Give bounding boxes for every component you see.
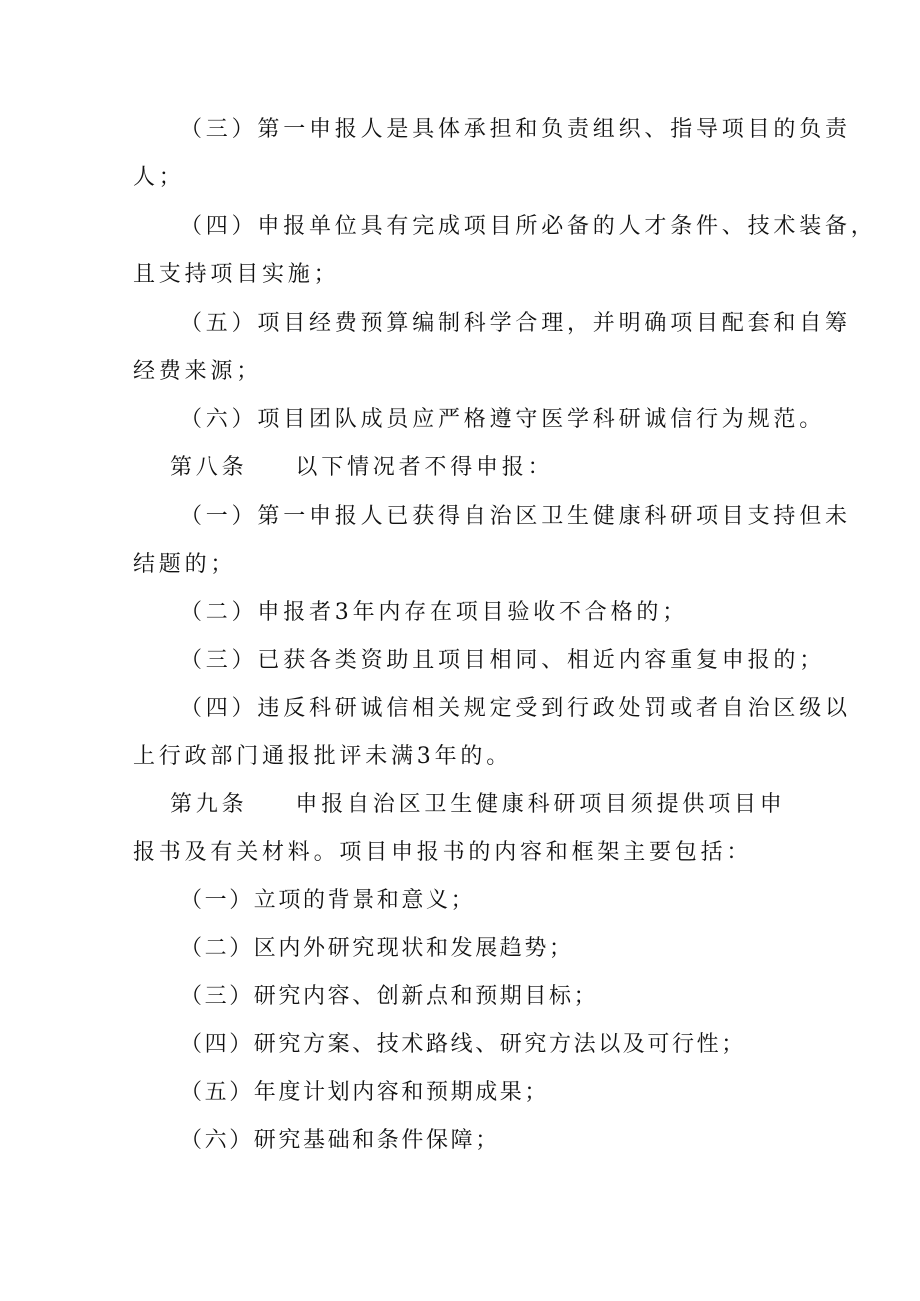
list-item: （三）研究内容、创新点和预期目标； xyxy=(180,984,599,1009)
article-text: 以下情况者不得申报： xyxy=(295,455,554,480)
paragraph-line: 人； xyxy=(133,165,185,190)
list-item: （五）年度计划内容和预期成果； xyxy=(180,1080,550,1105)
paragraph-line: 且支持项目实施； xyxy=(133,262,340,287)
paragraph-line: （三）已获各类资助且项目相同、相近内容重复申报的； xyxy=(180,648,826,673)
paragraph-line: （五）项目经费预算编制科学合理，并明确项目配套和自筹 xyxy=(180,311,851,336)
article-heading xyxy=(170,790,786,820)
list-item: （一）立项的背景和意义； xyxy=(180,888,476,913)
paragraph-line: （二）申报者3年内存在项目验收不合格的； xyxy=(180,600,688,625)
paragraph-line: （一）第一申报人已获得自治区卫生健康科研项目支持但未 xyxy=(180,504,851,529)
paragraph-line: （六）项目团队成员应严格遵守医学科研诚信行为规范。 xyxy=(180,407,826,432)
paragraph-line: 上行政部门通报批评未满3年的。 xyxy=(133,744,512,769)
paragraph-line: （四）申报单位具有完成项目所必备的人才条件、技术装备， xyxy=(180,214,877,239)
article-heading xyxy=(170,453,553,483)
paragraph-line: 结题的； xyxy=(133,552,237,577)
list-item: （六）研究基础和条件保障； xyxy=(180,1128,500,1153)
article-text: 申报自治区卫生健康科研项目须提供项目申 xyxy=(295,792,786,817)
list-item: （四）研究方案、技术路线、研究方法以及可行性； xyxy=(180,1032,746,1057)
paragraph-line: 报书及有关材料。项目申报书的内容和框架主要包括： xyxy=(133,840,753,865)
article-number: 第九条 xyxy=(170,792,248,817)
paragraph-line: （四）违反科研诚信相关规定受到行政处罚或者自治区级以 xyxy=(180,696,851,721)
article-number: 第八条 xyxy=(170,455,248,480)
list-item: （二）区内外研究现状和发展趋势； xyxy=(180,936,574,961)
paragraph-line: 经费来源； xyxy=(133,359,263,384)
paragraph-line: （三）第一申报人是具体承担和负责组织、指导项目的负责 xyxy=(180,117,851,142)
